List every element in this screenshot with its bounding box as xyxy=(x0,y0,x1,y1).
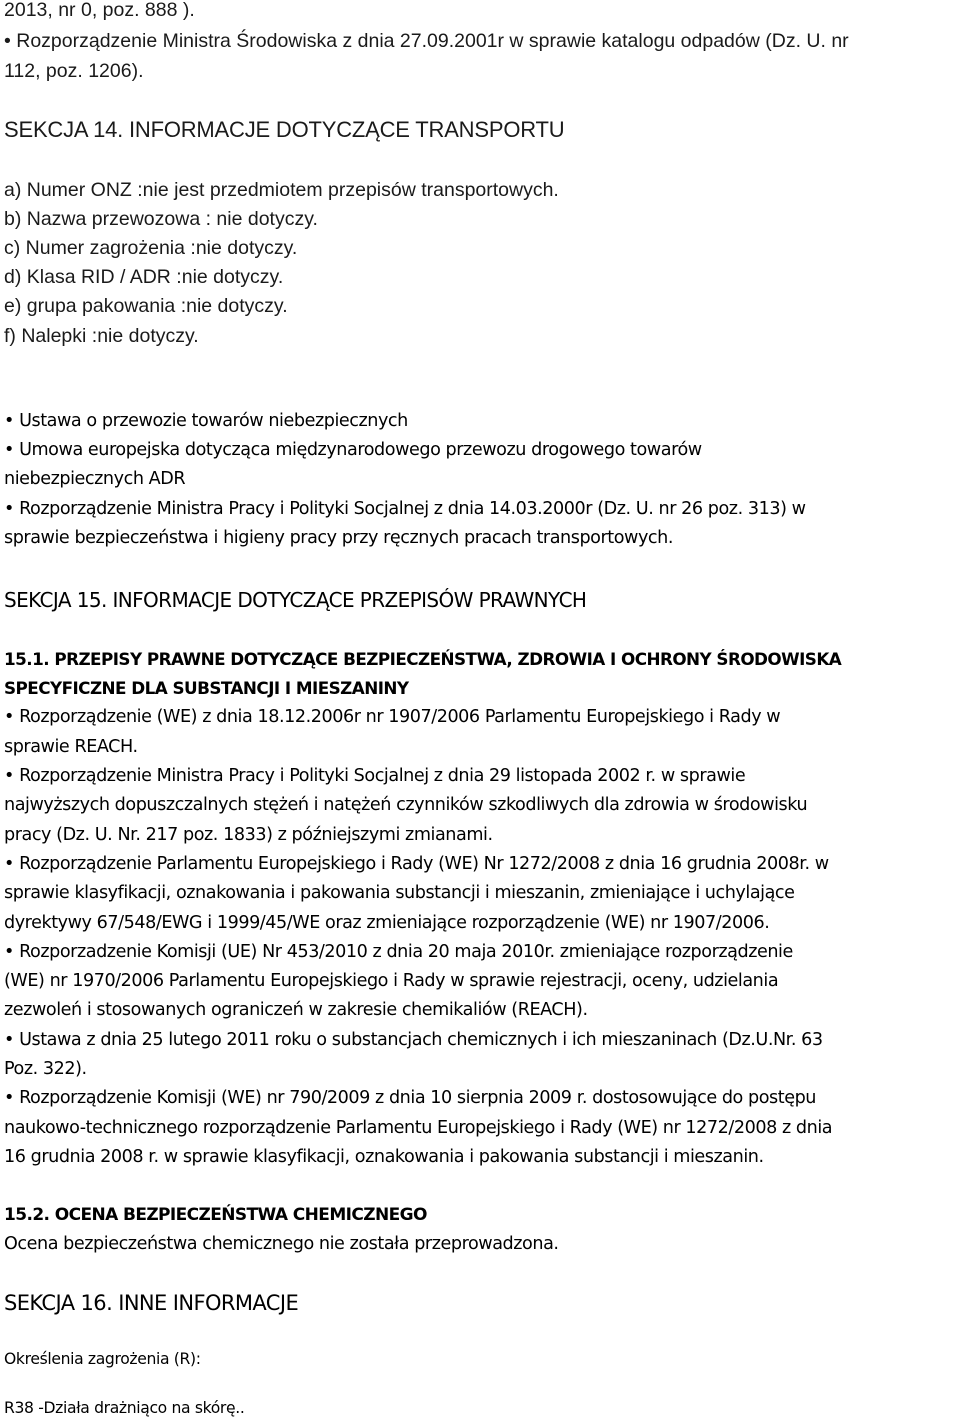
subsection-15-1-heading-cont: SPECYFICZNE DLA SUBSTANCJI I MIESZANINY xyxy=(4,678,409,698)
transport-item-name: b) Nazwa przewozowa : nie dotyczy. xyxy=(4,208,318,230)
section-16-heading: SEKCJA 16. INNE INFORMACJE xyxy=(4,1291,299,1315)
subsection-15-1-heading: 15.1. PRZEPISY PRAWNE DOTYCZĄCE BEZPIECZEŃSTWA, ZDROWIA I OCHRONY ŚRODOWISKA xyxy=(4,649,842,669)
text-line: • Umowa europejska dotycząca międzynarodowego przewozu drogowego towarów xyxy=(4,440,702,460)
transport-item-packing-group: e) grupa pakowania :nie dotyczy. xyxy=(4,295,288,317)
text-line: 2013, nr 0, poz. 888 ). xyxy=(4,0,195,21)
text-line: naukowo-technicznego rozporządzenie Parlamentu Europejskiego i Rady (WE) nr 1272/2008 z dnia xyxy=(4,1118,833,1138)
transport-item-hazard-number: c) Numer zagrożenia :nie dotyczy. xyxy=(4,237,298,259)
text-line: sprawie klasyfikacji, oznakowania i pakowania substancji i mieszanin, zmieniające i uchylające xyxy=(4,883,795,903)
text-line: • Ustawa o przewozie towarów niebezpiecznych xyxy=(4,411,408,431)
text-line: • Rozporzadzenie Komisji (UE) Nr 453/2010 z dnia 20 maja 2010r. zmieniające rozporządzenie xyxy=(4,942,793,962)
text-line: najwyższych dopuszczalnych stężeń i natężeń czynników szkodliwych dla zdrowia w środowisku xyxy=(4,795,808,815)
text-line: 112, poz. 1206). xyxy=(4,60,144,82)
transport-item-onz: a) Numer ONZ :nie jest przedmiotem przepisów transportowych. xyxy=(4,179,559,201)
text-line: niebezpiecznych ADR xyxy=(4,469,186,489)
subsection-15-2-heading: 15.2. OCENA BEZPIECZEŃSTWA CHEMICZNEGO xyxy=(4,1205,427,1225)
text-line: Poz. 322). xyxy=(4,1059,87,1079)
text-line: • Rozporządzenie (WE) z dnia 18.12.2006r nr 1907/2006 Parlamentu Europejskiego i Rady w xyxy=(4,707,781,727)
text-line: • Rozporządzenie Ministra Pracy i Polityki Socjalnej z dnia 14.03.2000r (Dz. U. nr 26 poz. 313) w xyxy=(4,499,806,519)
hazard-statement-r38: R38 -Działa drażniąco na skórę.. xyxy=(4,1399,245,1417)
text-line: Ocena bezpieczeństwa chemicznego nie została przeprowadzona. xyxy=(4,1234,559,1254)
section-14-heading: SEKCJA 14. INFORMACJE DOTYCZĄCE TRANSPORTU xyxy=(4,117,565,142)
section-15-heading: SEKCJA 15. INFORMACJE DOTYCZĄCE PRZEPISÓW PRAWNYCH xyxy=(4,588,587,612)
text-line: zezwoleń i stosowanych ograniczeń w zakresie chemikaliów (REACH). xyxy=(4,1000,588,1020)
text-line: • Rozporządzenie Parlamentu Europejskiego i Rady (WE) Nr 1272/2008 z dnia 16 grudnia 2008r. w xyxy=(4,854,829,874)
text-line: (WE) nr 1970/2006 Parlamentu Europejskiego i Rady w sprawie rejestracji, oceny, udzielania xyxy=(4,971,779,991)
text-line: 16 grudnia 2008 r. w sprawie klasyfikacji, oznakowania i pakowania substancji i mieszanin. xyxy=(4,1147,764,1167)
hazard-statements-label: Określenia zagrożenia (R): xyxy=(4,1350,201,1368)
text-line: • Rozporządzenie Ministra Środowiska z dnia 27.09.2001r w sprawie katalogu odpadów (Dz. U. nr xyxy=(4,30,849,52)
text-line: sprawie REACH. xyxy=(4,737,138,757)
text-line: • Rozporządzenie Ministra Pracy i Polityki Socjalnej z dnia 29 listopada 2002 r. w sprawie xyxy=(4,766,746,786)
text-line: pracy (Dz. U. Nr. 217 poz. 1833) z późniejszymi zmianami. xyxy=(4,825,493,845)
text-line: • Rozporządzenie Komisji (WE) nr 790/2009 z dnia 10 sierpnia 2009 r. dostosowujące do postępu xyxy=(4,1088,816,1108)
text-line: • Ustawa z dnia 25 lutego 2011 roku o substancjach chemicznych i ich mieszaninach (Dz.U.Nr. 63 xyxy=(4,1030,823,1050)
transport-item-labels: f) Nalepki :nie dotyczy. xyxy=(4,325,199,347)
transport-item-class: d) Klasa RID / ADR :nie dotyczy. xyxy=(4,266,284,288)
text-line: sprawie bezpieczeństwa i higieny pracy przy ręcznych pracach transportowych. xyxy=(4,528,673,548)
text-line: dyrektywy 67/548/EWG i 1999/45/WE oraz zmieniające rozporządzenie (WE) nr 1907/2006. xyxy=(4,913,770,933)
